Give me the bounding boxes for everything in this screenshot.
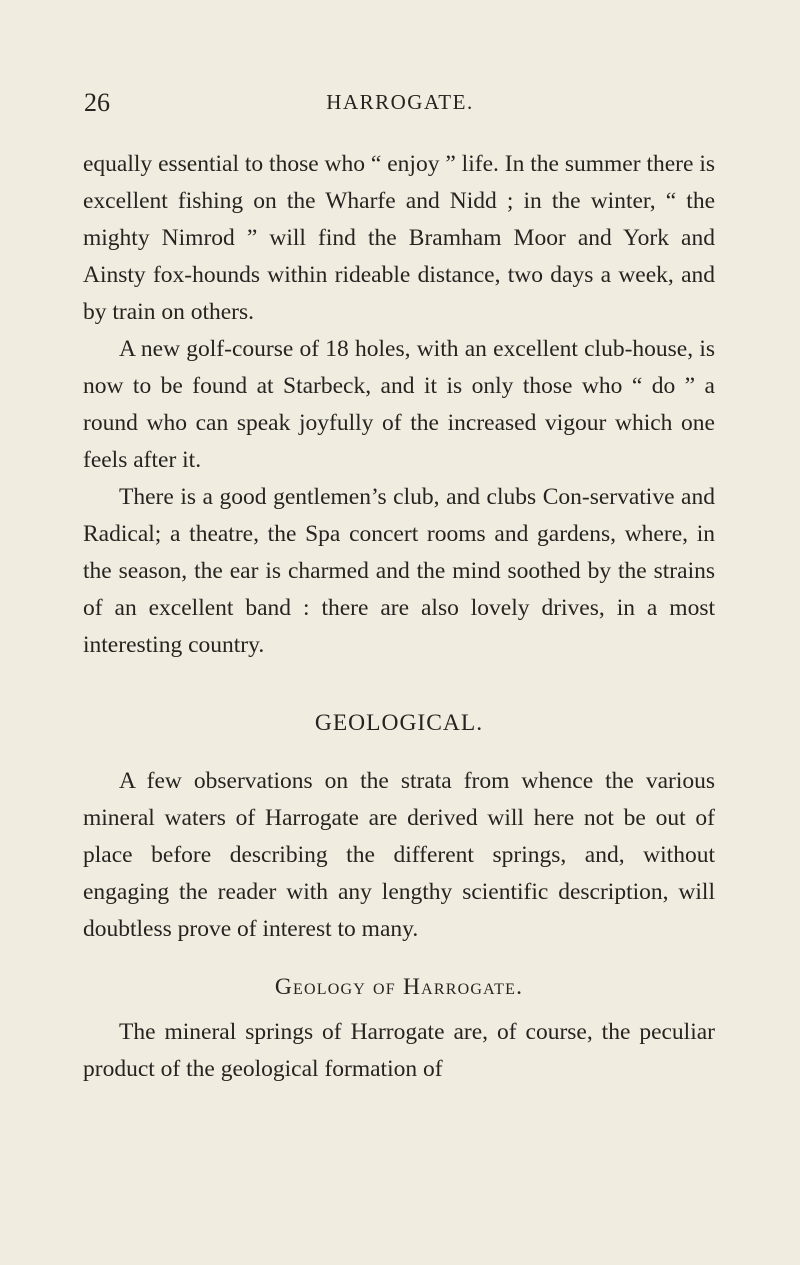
page-number: 26 [84,88,110,117]
running-title: HARROGATE. [326,90,474,114]
paragraph-golf: A new golf-course of 18 holes, with an excellent club-house, is now to be found at Starbeck, and it is only those who “ do ” a round who can speak joyfully of the increased vigour which one feels after it. [83,336,715,473]
section-heading: GEOLOGICAL. [314,710,484,736]
paragraph-recreation: equally essential to those who “ enjoy ” life. In the summer there is excellent fishing on the Wharfe and Nidd ; in the winter, “ the mighty Nimrod ” will find the Bramham Moor and York and Ainsty fox-hounds within rideable distance, two days a week, and by train on others. [83,151,715,325]
body-text [83,146,715,1088]
paragraph-mineral-springs: The mineral springs of Harrogate are, of course, the peculiar product of the geological formation of [83,1019,715,1082]
paragraph-clubs: There is a good gentlemen’s club, and clubs Con-servative and Radical; a theatre, the Spa concert rooms and gardens, where, in the season, the ear is charmed and the mind soothed by the strains of an excellent band : there are also lovely drives, in a most interesting country. [83,484,715,658]
paragraph-geological: A few observations on the strata from whence the various mineral waters of Harrogate are derived will here not be out of place before describing the different springs, and, without engaging the reader with any lengthy scientific description, will doubtless prove of interest to many. [83,768,715,942]
page-header [84,88,716,120]
subsection-heading: Geology of Harrogate. [274,974,524,1000]
